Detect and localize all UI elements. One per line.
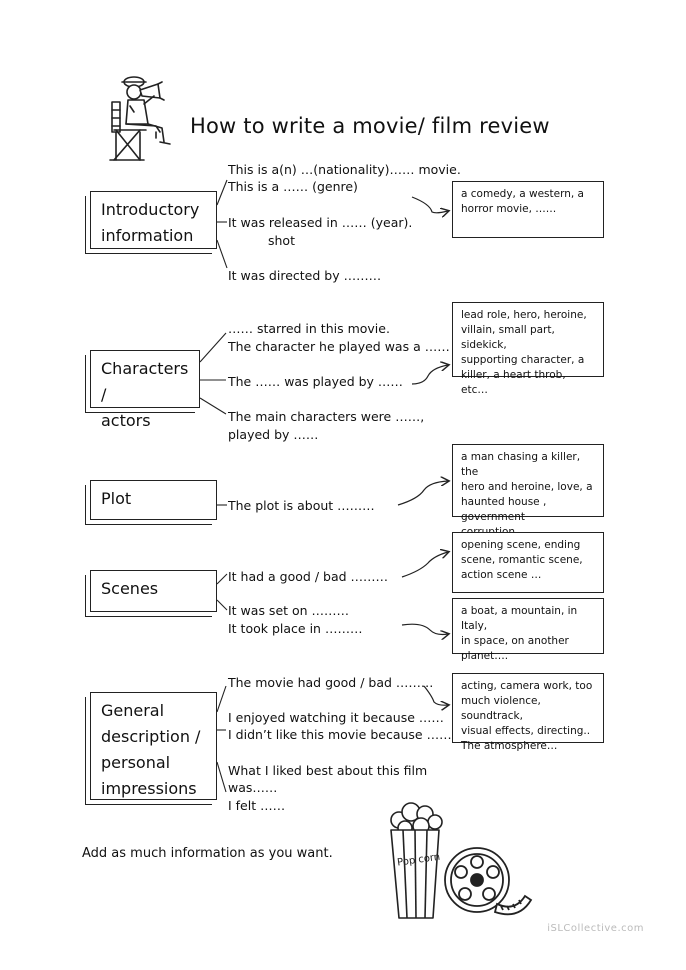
example-line: horror movie, …… bbox=[461, 203, 557, 215]
label-line: Introductory bbox=[101, 200, 200, 219]
phrase: The character he played was a …… bbox=[228, 339, 450, 354]
label-line: Characters / bbox=[101, 359, 189, 404]
arrow bbox=[412, 365, 448, 384]
arrow bbox=[412, 197, 448, 213]
label-line: personal bbox=[101, 753, 171, 772]
example-line: a comedy, a western, a bbox=[461, 188, 584, 200]
example-box-scenes bbox=[452, 532, 604, 593]
example-line: villain, small part, sidekick, bbox=[461, 324, 555, 351]
connector-line bbox=[217, 180, 227, 205]
phrase: I enjoyed watching it because …… bbox=[228, 710, 444, 725]
phrase: It took place in ……… bbox=[228, 621, 363, 636]
example-line: a man chasing a killer, the bbox=[461, 451, 581, 478]
phrase: played by …… bbox=[228, 427, 319, 442]
footer-instruction: Add as much information as you want. bbox=[82, 846, 333, 861]
phrase: The plot is about ……… bbox=[228, 498, 375, 513]
example-box-impressions bbox=[452, 673, 604, 752]
phrase: I felt …… bbox=[228, 798, 286, 813]
page-title: How to write a movie/ film review bbox=[190, 114, 550, 138]
phrase: The movie had good / bad ……… bbox=[228, 675, 434, 690]
label-line: actors bbox=[101, 411, 151, 430]
example-line: killer, a heart throb, etc… bbox=[461, 369, 566, 396]
label-line: information bbox=[101, 226, 194, 245]
watermark: iSLCollective.com bbox=[547, 923, 644, 934]
director-chair-illustration bbox=[100, 68, 192, 164]
example-line: visual effects, directing.. bbox=[461, 725, 591, 737]
example-line: planet…. bbox=[461, 650, 509, 662]
label-line: description / bbox=[101, 727, 201, 746]
example-line: haunted house , bbox=[461, 496, 547, 508]
label-line: General bbox=[101, 701, 165, 720]
example-box-settings bbox=[452, 598, 604, 662]
label-characters-actors bbox=[90, 350, 200, 430]
label-line: Plot bbox=[101, 489, 132, 508]
example-line: scene, romantic scene, bbox=[461, 554, 583, 566]
connector-line bbox=[217, 686, 226, 712]
example-line: hero and heroine, love, a bbox=[461, 481, 593, 493]
example-line: opening scene, ending bbox=[461, 539, 581, 551]
arrow bbox=[402, 552, 448, 577]
phrase: It was released in …… (year). bbox=[228, 215, 413, 230]
example-line: action scene … bbox=[461, 569, 542, 581]
connector-line bbox=[217, 240, 227, 268]
connector-line bbox=[200, 398, 226, 414]
example-line: acting, camera work, too bbox=[461, 680, 593, 692]
connector-line bbox=[217, 600, 227, 610]
connector-line bbox=[217, 762, 226, 792]
phrase: The main characters were ……, bbox=[228, 409, 425, 424]
label-plot bbox=[90, 480, 217, 520]
label-line: impressions bbox=[101, 779, 197, 798]
phrase: It was directed by ……… bbox=[228, 268, 382, 283]
arrow bbox=[398, 481, 448, 505]
connector-line bbox=[217, 574, 227, 584]
label-general-description bbox=[90, 692, 217, 800]
phrase: This is a …… (genre) bbox=[228, 179, 358, 194]
phrase: …… starred in this movie. bbox=[228, 321, 390, 336]
arrow bbox=[402, 624, 448, 634]
phrase: It was set on ……… bbox=[228, 603, 350, 618]
popcorn-text: Pop corn bbox=[396, 851, 441, 869]
phrase: was…… bbox=[228, 780, 278, 795]
label-introductory-information bbox=[90, 191, 217, 249]
popcorn-film-reel-illustration bbox=[385, 800, 535, 930]
example-box-genre bbox=[452, 181, 604, 238]
example-line: in space, on another bbox=[461, 635, 569, 647]
example-line: lead role, hero, heroine, bbox=[461, 309, 587, 321]
phrase: It had a good / bad ……… bbox=[228, 569, 389, 584]
example-box-plot bbox=[452, 444, 604, 523]
phrase: shot bbox=[268, 233, 295, 248]
example-line: The atmosphere… bbox=[461, 740, 558, 752]
example-line: supporting character, a bbox=[461, 354, 585, 366]
label-scenes bbox=[90, 570, 217, 612]
label-line: Scenes bbox=[101, 579, 159, 598]
example-box-characters bbox=[452, 302, 604, 396]
phrase: The …… was played by …… bbox=[228, 374, 403, 389]
example-line: government bbox=[461, 511, 526, 523]
example-line: much violence, soundtrack, bbox=[461, 695, 541, 722]
phrase: This is a(n) …(nationality)…… movie. bbox=[228, 162, 461, 177]
phrase: What I liked best about this film bbox=[228, 763, 428, 778]
connector-line bbox=[200, 333, 226, 362]
phrase: I didn’t like this movie because …… bbox=[228, 727, 452, 742]
example-line: a boat, a mountain, in Italy, bbox=[461, 605, 578, 632]
